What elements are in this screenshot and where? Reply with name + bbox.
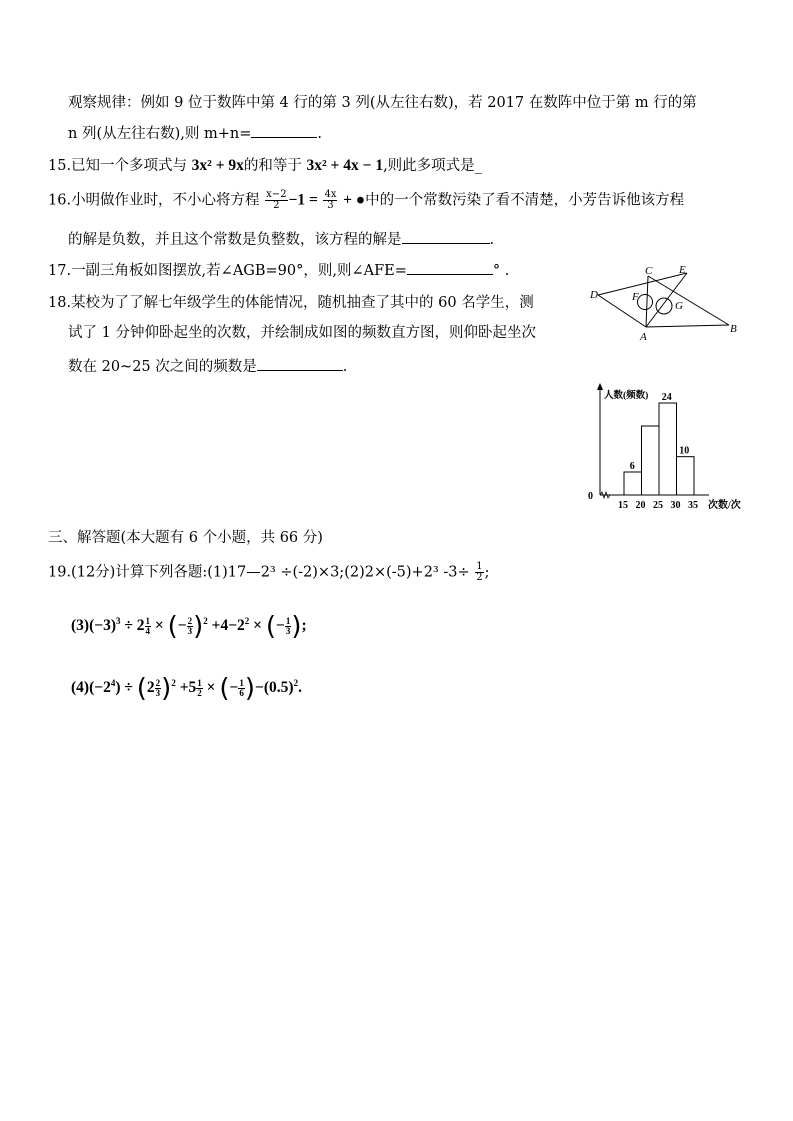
- q19-line1: [48, 562, 490, 583]
- p3-a: (3)(−3): [71, 617, 116, 634]
- q16-number: 16.: [48, 192, 72, 209]
- q16-answer-blank[interactable]: [402, 228, 490, 244]
- p3-e: +4−2: [211, 617, 245, 634]
- label-C: C: [645, 265, 653, 277]
- q18-line3-end: .: [342, 359, 348, 375]
- line-DA: [598, 295, 646, 327]
- p4-a-exp: 4: [110, 677, 116, 688]
- p3-a-exp: 3: [115, 615, 121, 626]
- x-tick-label: 25: [653, 500, 663, 511]
- p4-a: (4)(−2: [71, 679, 111, 696]
- q15-text-1: 已知一个多项式与: [71, 158, 188, 174]
- p4-c-whole: 2: [146, 679, 155, 696]
- x-tick-label: 35: [688, 500, 698, 511]
- q16-fraction-1: [265, 190, 287, 211]
- q14-line1: 观察规律：例如 9 位于数阵中第 4 行的第 3 列(从左往右数)，若 2017 在数阵中位于第 m 行的第: [68, 95, 697, 111]
- x-tick-label: 20: [635, 500, 646, 511]
- p3-rparen2: ): [291, 611, 302, 642]
- y-axis-label: 人数(频数): [604, 391, 649, 401]
- circle-F: [638, 295, 653, 310]
- bar-value-label: 24: [661, 392, 672, 403]
- line-AB: [646, 325, 729, 327]
- p4-lparen2: (: [219, 673, 230, 704]
- p4-d: +5: [179, 679, 197, 696]
- p3-d-den: 3: [187, 625, 193, 636]
- x-axis-label: 次数/次: [708, 500, 741, 511]
- frequency-histogram: [584, 382, 756, 514]
- p3-c: ×: [154, 617, 164, 634]
- label-B: B: [730, 323, 737, 335]
- p4-c-den: 3: [155, 687, 161, 698]
- p4-f-num: 1: [239, 677, 244, 688]
- q18-answer-blank[interactable]: [257, 355, 343, 371]
- p3-e-exp: 2: [244, 615, 250, 626]
- q19-text: 19.(12分)计算下列各题:(1)17—2³ ÷(-2)×3;(2)2×(-5)+2³ -3÷: [48, 564, 470, 581]
- q15-number: 15.: [48, 158, 72, 174]
- label-G: G: [675, 300, 683, 312]
- q16-frac1-den: 2: [273, 200, 280, 211]
- circle-G: [656, 298, 672, 314]
- q16-math-2: + ●: [343, 191, 366, 209]
- q16-frac1-num: x−2: [266, 189, 287, 200]
- q15-math-1: 3x² + 9x: [191, 157, 244, 174]
- line-CB: [648, 276, 729, 325]
- q19-part4: $(4)(-2^4) \div (2$ $\frac{2}{3}$ )$^2$ +5 $\frac{1}{2}$ × (− $\frac{1}{6}$ )$-(0.5)^2$.: [71, 673, 302, 704]
- p4-mixed-frac-d: [196, 679, 203, 698]
- q14-answer-blank[interactable]: [251, 122, 317, 138]
- p3-lparen2: (: [265, 611, 277, 642]
- q19-end: ;: [484, 564, 490, 581]
- p4-c-num: 2: [155, 677, 161, 688]
- q14-line2-text: n 列(从左往右数),则 m+n=: [68, 126, 252, 142]
- p4-g: −(0.5): [255, 679, 294, 696]
- p3-d-exp: 2: [203, 615, 208, 626]
- q19-frac-den: 2: [476, 572, 483, 583]
- p4-h: .: [298, 679, 302, 696]
- q18-text-1: 某校为了了解七年级学生的体能情况，随机抽查了其中的 60 名学生，测: [71, 295, 534, 311]
- histogram-bar: [624, 472, 642, 495]
- p4-f-den: 6: [239, 687, 244, 698]
- q16-text-2: 中的一个常数污染了看不清楚，小芳告诉他该方程: [365, 192, 685, 209]
- q16-line2: [68, 228, 494, 250]
- section3-title: 三、解答题(本大题有 6 个小题，共 66 分): [48, 530, 323, 546]
- p3-mix-den: 4: [145, 625, 150, 636]
- q15-text-3: ,则此多项式是_: [383, 158, 482, 174]
- triangle-figure: [584, 262, 744, 344]
- q17-text: 一副三角板如图摆放,若∠AGB=90°，则,则∠AFE=: [71, 263, 407, 279]
- x-tick-label: 15: [618, 500, 628, 511]
- q18-line3-text: 数在 20~25 次之间的频数是: [68, 359, 257, 375]
- line-AC: [646, 276, 648, 327]
- q19-part3: $(3)(-3)^3 \div 2$ $\frac{1}{4}$ × (− $\frac{2}{3}$ )$^2 +4-2^2$ × (− $\frac{1}{3}$ );: [71, 611, 307, 642]
- q15-math-2: 3x² + 4x − 1: [306, 157, 384, 174]
- histogram-bar: [677, 457, 695, 495]
- q16-frac2-num: 4x: [324, 189, 337, 200]
- p3-mix-num: 1: [145, 615, 150, 626]
- q18-line3: [68, 355, 347, 377]
- p4-g-exp: 2: [293, 677, 299, 688]
- histogram-bar: [642, 426, 660, 495]
- q19-fraction: [475, 562, 483, 583]
- q18-number: 18.: [48, 295, 72, 311]
- x-tick-label: 30: [670, 500, 681, 511]
- p3-f: ×: [253, 617, 263, 634]
- q14-line2: [68, 122, 322, 144]
- label-E: E: [679, 264, 686, 276]
- q14-line2-end: .: [317, 126, 322, 142]
- p4-rparen: ): [161, 673, 172, 704]
- q17-answer-blank[interactable]: [407, 259, 493, 275]
- q16-line2-text: 的解是负数，并且这个常数是负整数，该方程的解是: [68, 232, 402, 248]
- q15: [48, 156, 482, 176]
- q17-number: 17.: [48, 263, 72, 279]
- p3-d-num: 2: [187, 615, 193, 626]
- q16-text-1: 小明做作业时，不小心将方程: [71, 192, 260, 209]
- p3-rparen: ): [193, 611, 204, 642]
- y-axis-arrow: [597, 383, 603, 390]
- p4-d-num: 1: [197, 677, 202, 688]
- p3-lparen: (: [167, 611, 178, 642]
- label-F: F: [632, 291, 639, 303]
- origin-label: 0: [588, 491, 593, 502]
- p4-lparen: (: [136, 673, 147, 704]
- bar-value-label: 6: [629, 461, 635, 472]
- q19-frac-num: 1: [476, 561, 483, 572]
- label-D: D: [590, 289, 598, 301]
- p3-h: ;: [301, 617, 307, 634]
- q16-fraction-2: [323, 190, 337, 211]
- p4-d-den: 2: [197, 687, 202, 698]
- q17: [48, 259, 509, 281]
- p3-g-num: 1: [285, 615, 291, 626]
- q16-math-1: −1 =: [288, 191, 318, 209]
- q18-line1: [48, 293, 534, 313]
- q18-line2: 试了 1 分钟仰卧起坐的次数，并绘制成如图的频数直方图，则仰卧起坐次: [68, 325, 536, 341]
- p4-rparen2: ): [244, 673, 256, 704]
- q16-line1: [48, 190, 684, 211]
- p3-b: ÷ 2: [124, 617, 145, 634]
- label-A: A: [640, 331, 647, 343]
- histogram-bar: [659, 403, 677, 495]
- p3-mixed-frac: [145, 617, 152, 636]
- q16-line2-end: .: [489, 232, 495, 248]
- p3-g-den: 3: [285, 625, 291, 636]
- q16-frac2-den: 3: [327, 200, 334, 211]
- p4-c-exp: 2: [171, 677, 176, 688]
- q15-text-2: 的和等于: [243, 158, 302, 174]
- bar-value-label: 10: [679, 445, 690, 457]
- p4-b: ) ÷: [115, 679, 133, 696]
- q17-end: ° .: [492, 263, 510, 279]
- p4-e: ×: [206, 679, 216, 696]
